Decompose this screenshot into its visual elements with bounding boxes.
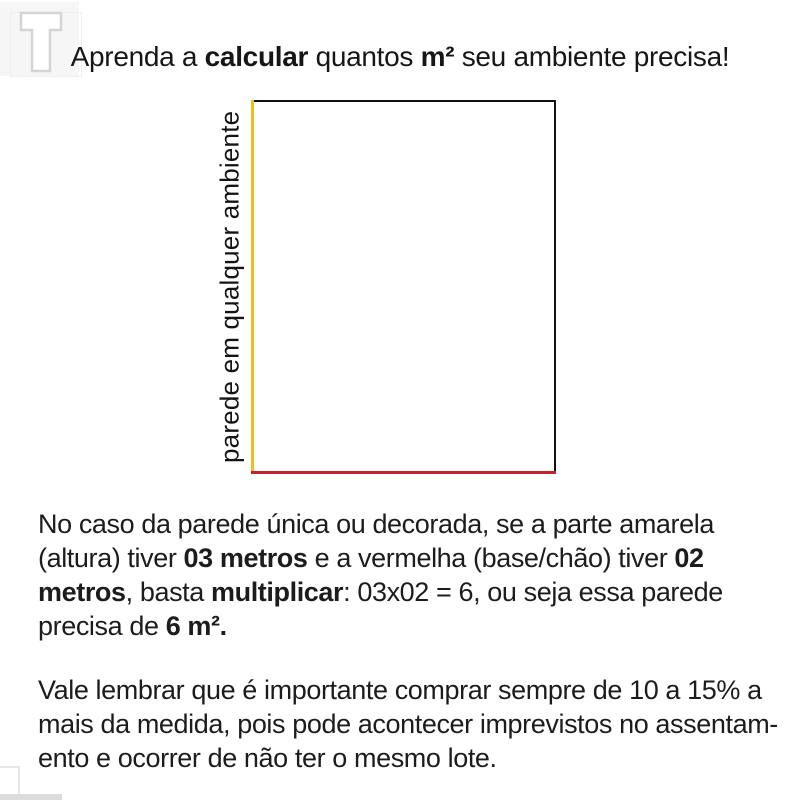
text-line: ento e ocorrer de não ter o mesmo lote.: [38, 743, 497, 773]
wall-height-line-yellow: [251, 100, 254, 474]
corner-watermark-bar: [0, 794, 62, 800]
wall-side-label: parede em qualquer ambiente: [214, 110, 245, 464]
text-line: metros, basta multiplicar: 03x02 = 6, ou seja essa parede: [38, 577, 723, 607]
wall-base-line-red: [251, 471, 556, 474]
explanation-paragraph: [38, 507, 778, 643]
text-line: (altura) tiver 03 metros e a vermelha (base/chão) tiver 02: [38, 543, 704, 573]
wall-top-edge: [251, 100, 556, 102]
text-line: No caso da parede única ou decorada, se a parte amarela: [38, 509, 714, 539]
text-line: Vale lembrar que é importante comprar sempre de 10 a 15% a: [38, 675, 762, 705]
text-line: precisa de 6 m².: [38, 611, 227, 641]
wall-diagram: [0, 98, 800, 476]
page-title: Aprenda a calcular quantos m² seu ambiente precisa!: [70, 41, 730, 72]
text-line: mais da medida, pois pode acontecer imprevistos no assentam-: [38, 709, 778, 739]
wall-right-edge: [554, 100, 556, 474]
reminder-paragraph: [38, 673, 778, 775]
